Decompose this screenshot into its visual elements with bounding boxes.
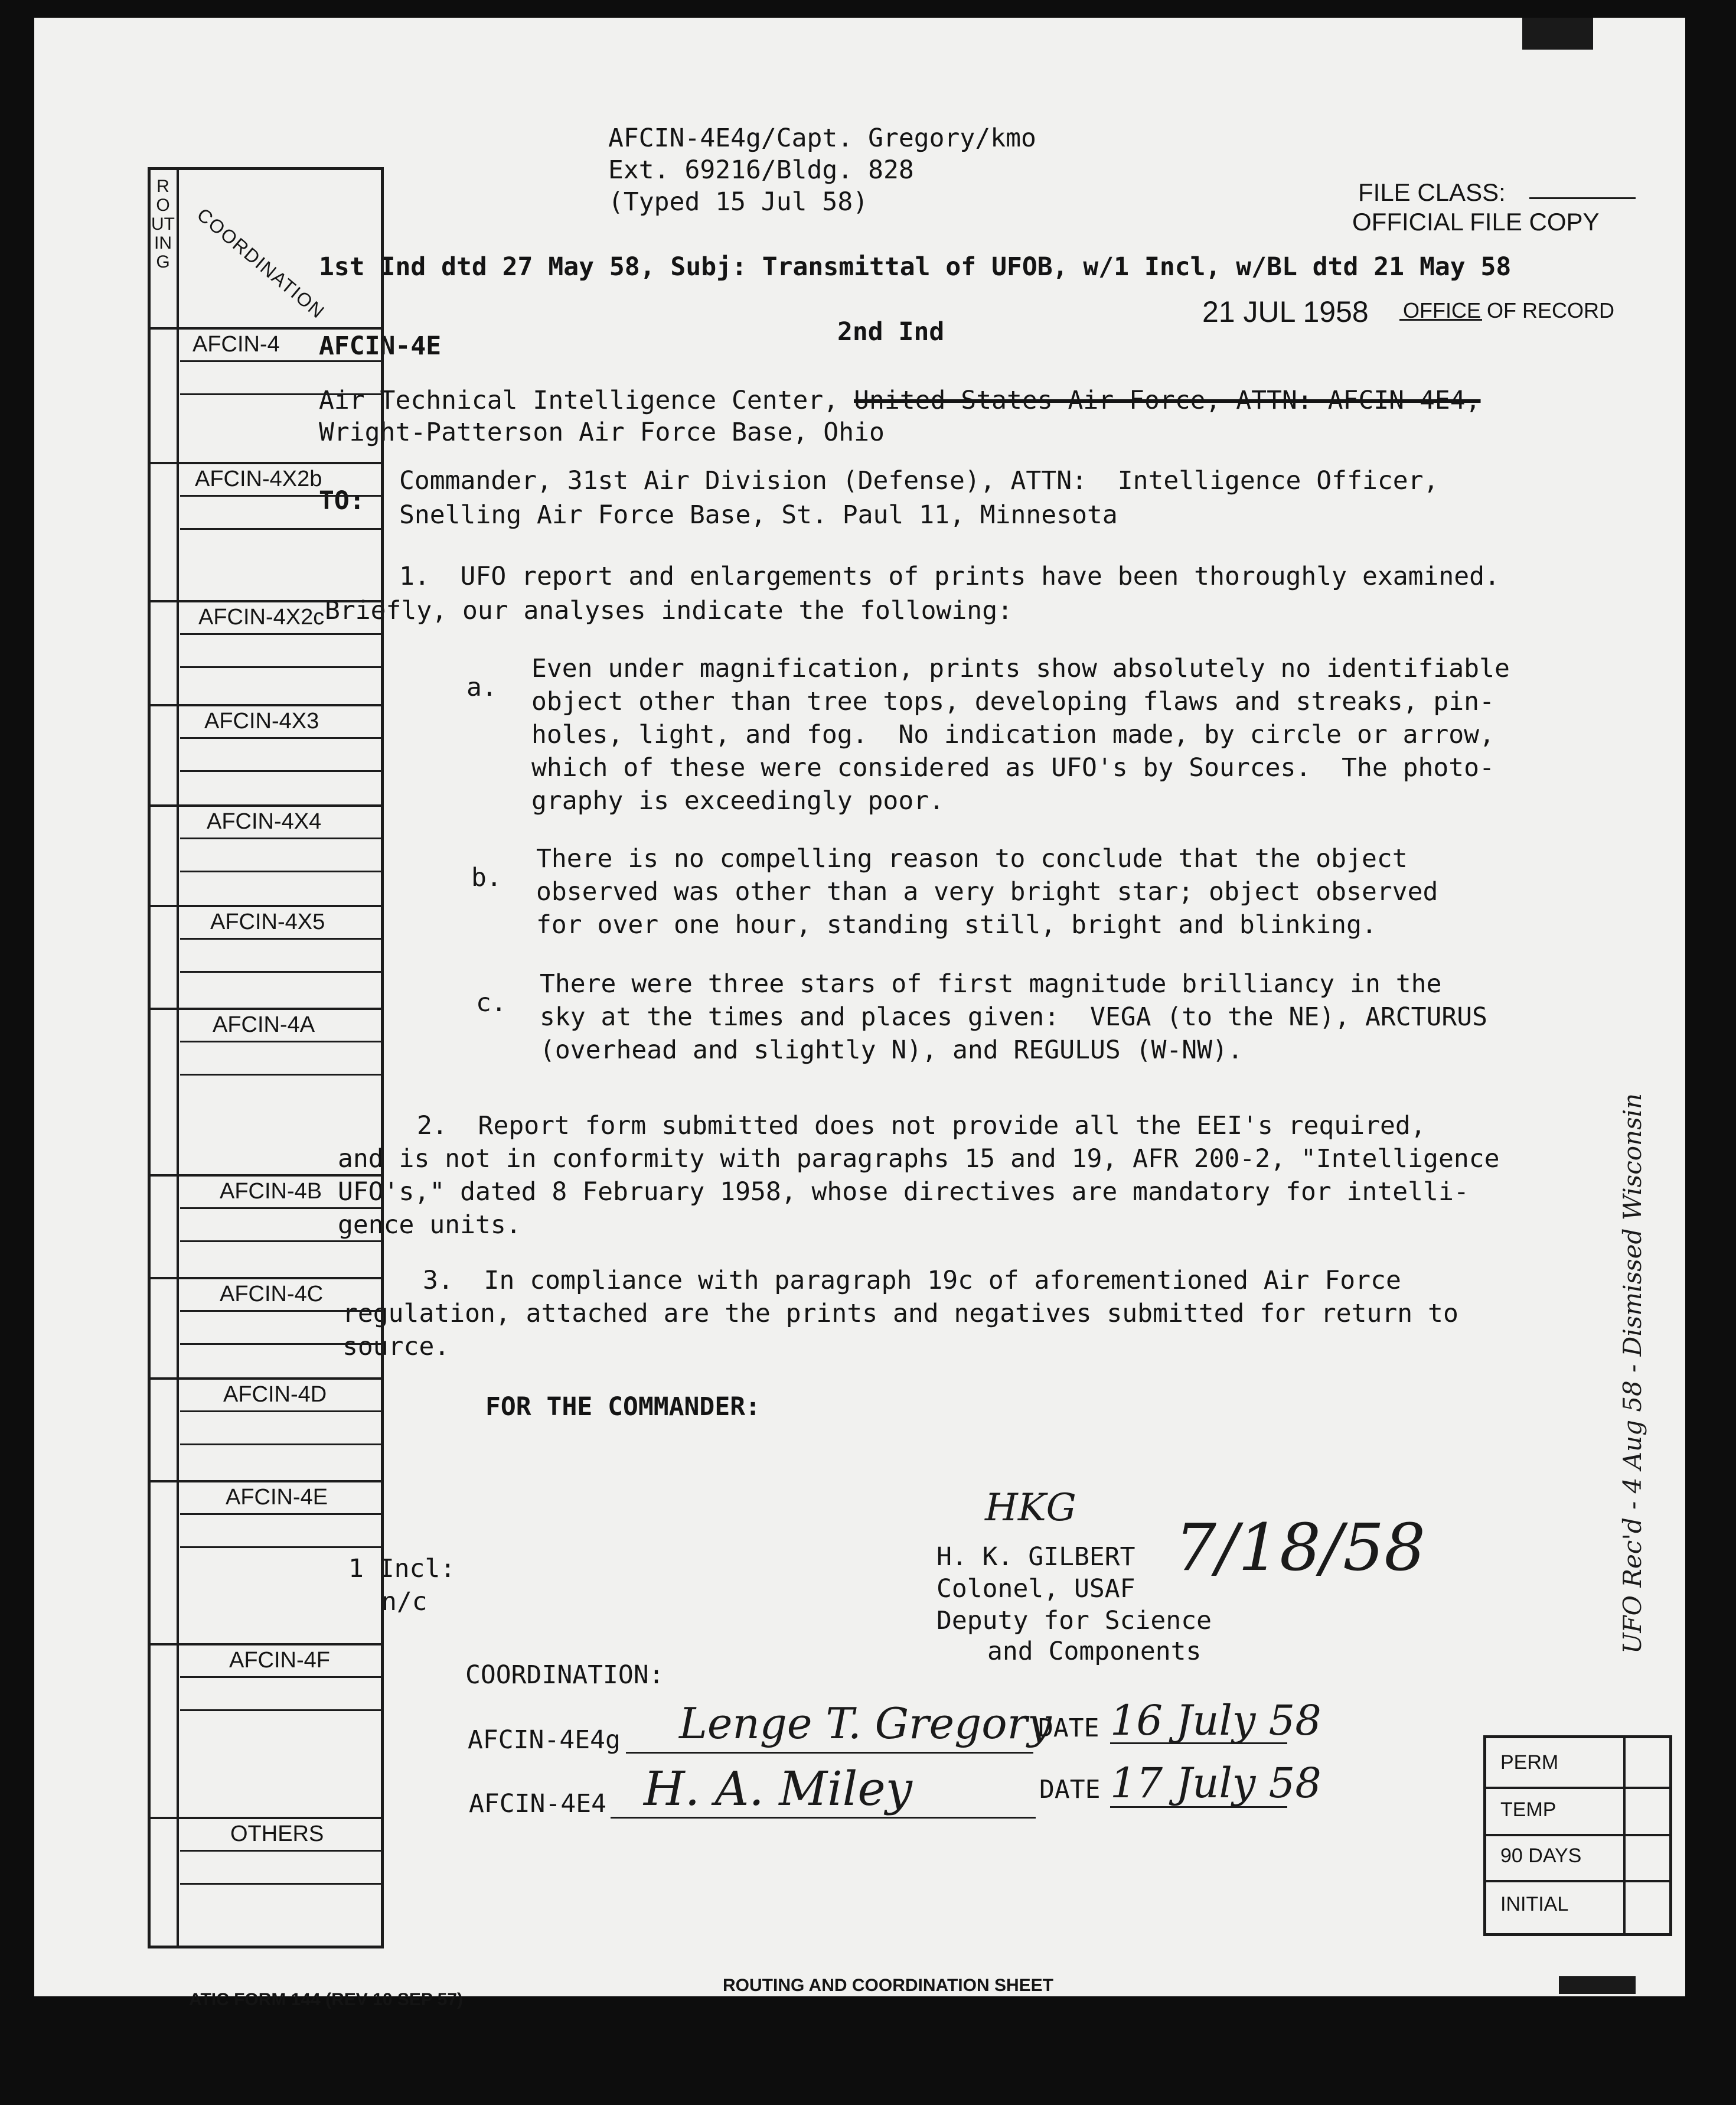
routing-office-label: AFCIN-4X2c bbox=[198, 605, 325, 630]
from-line-1 bbox=[319, 385, 1481, 416]
routing-office-label: AFCIN-4X2b bbox=[195, 467, 322, 491]
form-id: ATIC FORM 144 (REV 10 SEP 57) bbox=[189, 1990, 464, 2009]
scan-edge-mark bbox=[1522, 18, 1593, 50]
retention-row-line bbox=[1486, 1787, 1669, 1789]
routing-sub-line bbox=[180, 666, 384, 668]
routing-office-label: AFCIN-4 bbox=[192, 332, 280, 357]
inclosure-line-1: 1 Incl: bbox=[348, 1554, 456, 1583]
routing-column bbox=[148, 167, 384, 1948]
para-3-line-3: source. bbox=[342, 1332, 450, 1361]
signer-rank: Colonel, USAF bbox=[936, 1574, 1135, 1604]
signature-date: 7/18/58 bbox=[1175, 1510, 1426, 1585]
sheet-title: ROUTING AND COORDINATION SHEET bbox=[723, 1976, 1053, 1995]
routing-sub-line bbox=[180, 971, 384, 973]
routing-row-line bbox=[148, 600, 384, 602]
retention-90-days: 90 DAYS bbox=[1500, 1845, 1582, 1867]
indorsement-title: 2nd Ind bbox=[837, 317, 945, 347]
coord-signature: Lenge T. Gregory bbox=[679, 1699, 1052, 1748]
from-office: AFCIN-4E bbox=[319, 331, 442, 361]
routing-sub-line bbox=[180, 1310, 384, 1312]
subject-line: 1st Ind dtd 27 May 58, Subj: Transmittal of UFOB, w/1 Incl, w/BL dtd 21 May 58 bbox=[319, 252, 1512, 282]
coordination-label: COORDINATION: bbox=[465, 1660, 664, 1690]
routing-sub-line bbox=[180, 1240, 384, 1242]
retention-perm: PERM bbox=[1500, 1751, 1559, 1774]
sub-a-label: a. bbox=[466, 673, 497, 702]
routing-row-line bbox=[148, 804, 384, 807]
routing-sub-line bbox=[180, 1513, 384, 1515]
para-1-line-2: Briefly, our analyses indicate the following: bbox=[325, 596, 1013, 625]
sub-a-line-4: which of these were considered as UFO's by Sources. The photo- bbox=[531, 753, 1494, 783]
sub-c-line-1: There were three stars of first magnitude brilliancy in the bbox=[540, 969, 1442, 999]
routing-row-line bbox=[148, 704, 384, 706]
header-line-2: Ext. 69216/Bldg. 828 bbox=[608, 155, 914, 185]
header-line-3: (Typed 15 Jul 58) bbox=[608, 187, 869, 217]
inclosure-line-2: n/c bbox=[381, 1587, 428, 1617]
sub-b-line-3: for over one hour, standing still, bright and blinking. bbox=[536, 910, 1377, 940]
routing-sub-line bbox=[180, 633, 384, 635]
routing-office-label: AFCIN-4X3 bbox=[204, 709, 319, 734]
header-line-1: AFCIN-4E4g/Capt. Gregory/kmo bbox=[608, 123, 1036, 153]
routing-sub-line bbox=[180, 1546, 384, 1548]
office-of-record: OFFICE OF RECORD bbox=[1403, 298, 1614, 322]
para-2-line-3: UFO's," dated 8 February 1958, whose directives are mandatory for intelli- bbox=[338, 1177, 1469, 1207]
coord-date: 16 July 58 bbox=[1110, 1696, 1321, 1745]
sub-c-line-3: (overhead and slightly N), and REGULUS (W-NW). bbox=[540, 1035, 1243, 1065]
routing-sub-line bbox=[180, 938, 384, 940]
routing-sub-line bbox=[180, 1443, 384, 1445]
routing-row-line bbox=[148, 1480, 384, 1482]
routing-row-line bbox=[148, 327, 384, 330]
coord-date-line bbox=[1110, 1806, 1287, 1808]
routing-office-label: AFCIN-4X4 bbox=[207, 809, 322, 834]
routing-office-label: AFCIN-4F bbox=[229, 1648, 330, 1673]
official-file-copy: OFFICIAL FILE COPY bbox=[1352, 208, 1600, 236]
para-2-line-4: gence units. bbox=[338, 1210, 521, 1240]
routing-sub-line bbox=[180, 393, 384, 395]
routing-row-line bbox=[148, 1008, 384, 1010]
coord-office: AFCIN-4E4 bbox=[469, 1789, 606, 1819]
sub-a-line-5: graphy is exceedingly poor. bbox=[531, 786, 944, 816]
routing-sub-line bbox=[180, 1041, 384, 1042]
para-3-line-2: regulation, attached are the prints and negatives submitted for return to bbox=[342, 1299, 1458, 1328]
sub-b-label: b. bbox=[471, 863, 502, 892]
routing-sub-line bbox=[180, 838, 384, 839]
retention-temp: TEMP bbox=[1500, 1798, 1556, 1821]
routing-row-line bbox=[148, 1277, 384, 1279]
routing-side-strip bbox=[151, 170, 179, 1946]
margin-note: UFO Rec'd - 4 Aug 58 - Dismissed Wisconsin bbox=[1618, 1093, 1647, 1654]
routing-sub-line bbox=[180, 528, 384, 530]
routing-row-line bbox=[148, 1817, 384, 1819]
routing-sub-line bbox=[180, 770, 384, 772]
para-2-line-2: and is not in conformity with paragraphs 15 and 19, AFR 200-2, "Intelligence bbox=[338, 1144, 1500, 1174]
coord-signature-line bbox=[611, 1817, 1036, 1819]
routing-sub-line bbox=[180, 1676, 384, 1678]
routing-side-label: ROUTING bbox=[151, 177, 175, 272]
routing-office-label: AFCIN-4D bbox=[223, 1382, 327, 1407]
date-stamp: 21 JUL 1958 bbox=[1202, 295, 1369, 328]
routing-office-label: AFCIN-4C bbox=[220, 1282, 324, 1306]
to-label: TO: bbox=[319, 486, 365, 516]
routing-sub-line bbox=[180, 360, 384, 362]
routing-office-label: AFCIN-4B bbox=[220, 1179, 322, 1204]
routing-sub-line bbox=[180, 1883, 384, 1885]
sub-c-label: c. bbox=[476, 988, 507, 1018]
scan-edge-mark bbox=[1559, 1976, 1636, 1994]
routing-office-label: AFCIN-4X5 bbox=[210, 910, 325, 934]
routing-row-line bbox=[148, 1643, 384, 1645]
routing-sub-line bbox=[180, 1343, 384, 1345]
sub-a-line-3: holes, light, and fog. No indication made, by circle or arrow, bbox=[531, 720, 1494, 750]
coord-signature-line bbox=[626, 1752, 1033, 1754]
para-2-line-1: 2. Report form submitted does not provide all the EEI's required, bbox=[417, 1111, 1426, 1141]
para-1-line-1: 1. UFO report and enlargements of prints have been thoroughly examined. bbox=[399, 562, 1500, 591]
signer-name: H. K. GILBERT bbox=[936, 1542, 1135, 1572]
retention-box bbox=[1483, 1735, 1672, 1936]
signer-initials: HKG bbox=[985, 1486, 1076, 1530]
from-line-2: Wright-Patterson Air Force Base, Ohio bbox=[319, 418, 885, 447]
para-3-line-1: 3. In compliance with paragraph 19c of aforementioned Air Force bbox=[423, 1266, 1401, 1295]
sub-b-line-2: observed was other than a very bright star; object observed bbox=[536, 877, 1438, 907]
signer-title-2: and Components bbox=[987, 1637, 1202, 1666]
from-line-1-struck: United States Air Force, ATTN: AFCIN-4E4, bbox=[854, 386, 1481, 415]
coord-date-line bbox=[1110, 1742, 1287, 1744]
routing-sub-line bbox=[180, 495, 384, 497]
coord-date-label: DATE bbox=[1038, 1713, 1099, 1743]
routing-office-label: AFCIN-4E bbox=[226, 1485, 328, 1510]
routing-office-label: OTHERS bbox=[230, 1821, 324, 1846]
routing-sub-line bbox=[180, 1207, 384, 1209]
retention-row-line bbox=[1486, 1834, 1669, 1836]
routing-sub-line bbox=[180, 1850, 384, 1852]
routing-row-line bbox=[148, 905, 384, 907]
retention-initial: INITIAL bbox=[1500, 1893, 1569, 1915]
routing-row-line bbox=[148, 1174, 384, 1177]
sub-a-line-1: Even under magnification, prints show absolutely no identifiable bbox=[531, 654, 1510, 683]
routing-sub-line bbox=[180, 1709, 384, 1711]
routing-row-line bbox=[148, 1377, 384, 1380]
routing-row-line bbox=[148, 462, 384, 464]
coord-signature: H. A. Miley bbox=[644, 1761, 912, 1816]
routing-sub-line bbox=[180, 1410, 384, 1412]
sub-a-line-2: object other than tree tops, developing flaws and streaks, pin- bbox=[531, 687, 1494, 716]
routing-coordination-label: COORDINATION bbox=[192, 204, 329, 323]
routing-sub-line bbox=[180, 871, 384, 872]
coord-date-label: DATE bbox=[1039, 1775, 1101, 1804]
sub-b-line-1: There is no compelling reason to conclude that the object bbox=[536, 844, 1408, 874]
file-class-label: FILE CLASS: bbox=[1358, 178, 1506, 206]
for-the-commander: FOR THE COMMANDER: bbox=[485, 1392, 761, 1422]
coord-date: 17 July 58 bbox=[1110, 1759, 1321, 1807]
routing-office-label: AFCIN-4A bbox=[213, 1012, 315, 1037]
to-line-1: Commander, 31st Air Division (Defense), ATTN: Intelligence Officer, bbox=[399, 466, 1439, 496]
from-line-1-text: Air Technical Intelligence Center, bbox=[319, 386, 854, 415]
file-class-line bbox=[1529, 197, 1636, 199]
signer-title-1: Deputy for Science bbox=[936, 1606, 1212, 1635]
to-line-2: Snelling Air Force Base, St. Paul 11, Minnesota bbox=[399, 500, 1118, 530]
retention-row-line bbox=[1486, 1880, 1669, 1882]
routing-sub-line bbox=[180, 1074, 384, 1076]
routing-sub-line bbox=[180, 737, 384, 739]
coord-office: AFCIN-4E4g bbox=[468, 1725, 621, 1755]
sub-c-line-2: sky at the times and places given: VEGA (to the NE), ARCTURUS bbox=[540, 1002, 1488, 1032]
